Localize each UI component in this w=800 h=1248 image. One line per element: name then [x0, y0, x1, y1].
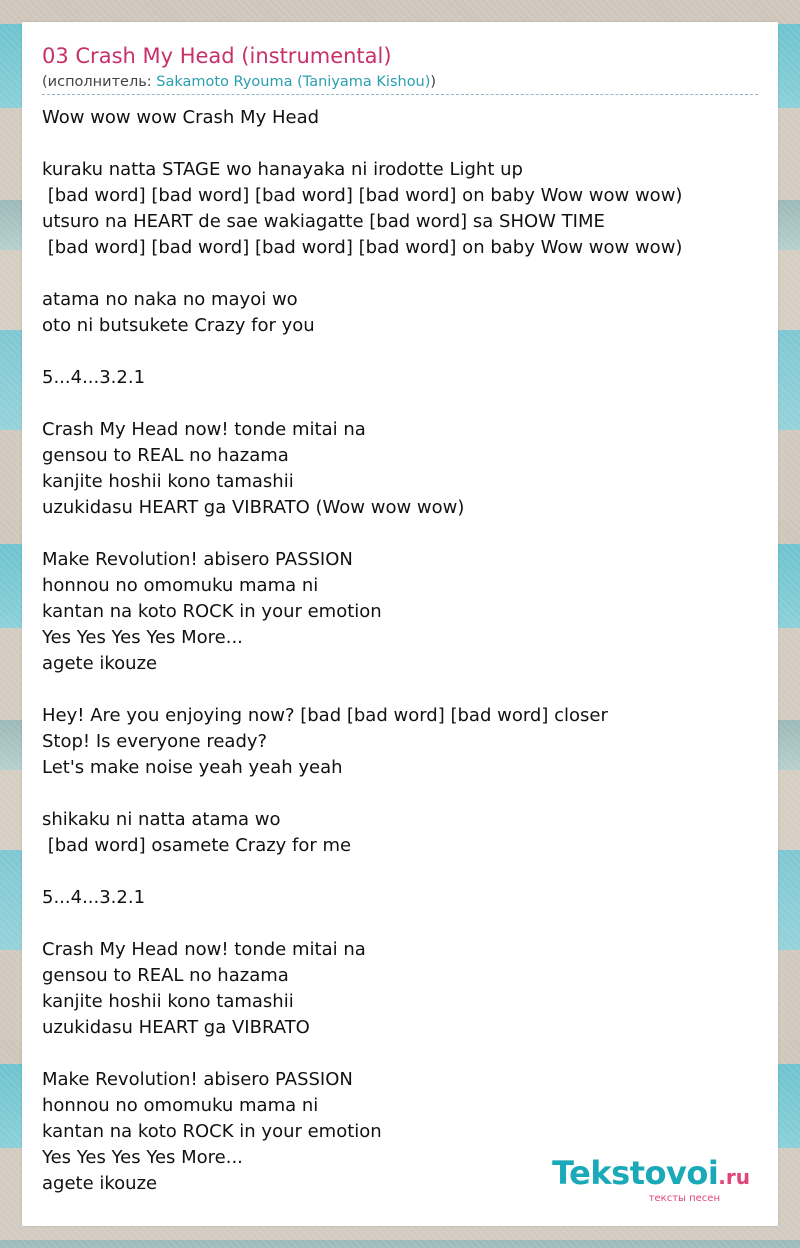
lyric-line: Hey! Are you enjoying now? [bad [bad word] [bad word] closer [42, 705, 608, 726]
lyric-line: atama no naka no mayoi wo [42, 289, 298, 310]
artist-prefix: исполнитель: [47, 74, 157, 90]
lyric-line: [bad word] [bad word] [bad word] [bad word] on baby Wow wow wow) [42, 237, 683, 258]
lyric-line: kuraku natta STAGE wo hanayaka ni irodotte Light up [42, 159, 523, 180]
lyric-line: [bad word] [bad word] [bad word] [bad word] on baby Wow wow wow) [42, 185, 683, 206]
lyric-line: gensou to REAL no hazama [42, 445, 289, 466]
lyric-line: uzukidasu HEART ga VIBRATO [42, 1017, 310, 1038]
lyric-line: 5...4...3.2.1 [42, 367, 146, 388]
site-logo [552, 1156, 750, 1204]
lyric-line [42, 911, 758, 937]
close-paren: ) [430, 74, 437, 90]
lyric-line [42, 339, 758, 365]
lyric-line: Yes Yes Yes Yes More... [42, 1147, 243, 1168]
lyric-line: [bad word] osamete Crazy for me [42, 835, 352, 856]
logo-domain: .ru [718, 1165, 750, 1189]
song-title: 03 Crash My Head (instrumental) [42, 44, 392, 68]
lyric-line: uzukidasu HEART ga VIBRATO (Wow wow wow) [42, 497, 465, 518]
lyric-line: kantan na koto ROCK in your emotion [42, 1121, 382, 1142]
lyric-line [42, 859, 758, 885]
lyric-line [42, 261, 758, 287]
lyric-line: utsuro na HEART de sae wakiagatte [bad word] sa SHOW TIME [42, 211, 605, 232]
lyric-line: Stop! Is everyone ready? [42, 731, 268, 752]
lyric-line: honnou no omomuku mama ni [42, 575, 319, 596]
lyric-line [42, 391, 758, 417]
lyric-line: Yes Yes Yes Yes More... [42, 627, 243, 648]
open-paren: ( [42, 74, 48, 90]
lyric-line: kantan na koto ROCK in your emotion [42, 601, 382, 622]
lyric-line: Crash My Head now! tonde mitai na [42, 939, 366, 960]
lyric-line [42, 677, 758, 703]
lyric-line: kanjite hoshii kono tamashii [42, 991, 294, 1012]
lyric-line [42, 1041, 758, 1067]
lyric-line: Wow wow wow Crash My Head [42, 107, 320, 128]
artist-link[interactable]: Sakamoto Ryouma (Taniyama Kishou) [156, 74, 431, 90]
lyric-line: oto ni butsukete Crazy for you [42, 315, 315, 336]
lyrics-body [42, 105, 758, 1197]
lyric-line: gensou to REAL no hazama [42, 965, 289, 986]
lyric-line: agete ikouze [42, 653, 158, 674]
lyric-line: 5...4...3.2.1 [42, 887, 146, 908]
lyric-line: shikaku ni natta atama wo [42, 809, 281, 830]
lyric-line: Let's make noise yeah yeah yeah [42, 757, 343, 778]
lyric-line: honnou no omomuku mama ni [42, 1095, 319, 1116]
lyric-line [42, 131, 758, 157]
lyric-line: agete ikouze [42, 1173, 158, 1194]
lyric-line [42, 781, 758, 807]
lyric-line [42, 521, 758, 547]
logo-tagline: тексты песен [648, 1193, 720, 1204]
lyrics-card [22, 22, 778, 1226]
lyric-line: Make Revolution! abisero PASSION [42, 1069, 353, 1090]
lyric-line: Crash My Head now! tonde mitai na [42, 419, 366, 440]
artist-line [42, 72, 758, 95]
logo-text: Tekstovoi [552, 1154, 719, 1192]
lyric-line: kanjite hoshii kono tamashii [42, 471, 294, 492]
lyric-line: Make Revolution! abisero PASSION [42, 549, 353, 570]
